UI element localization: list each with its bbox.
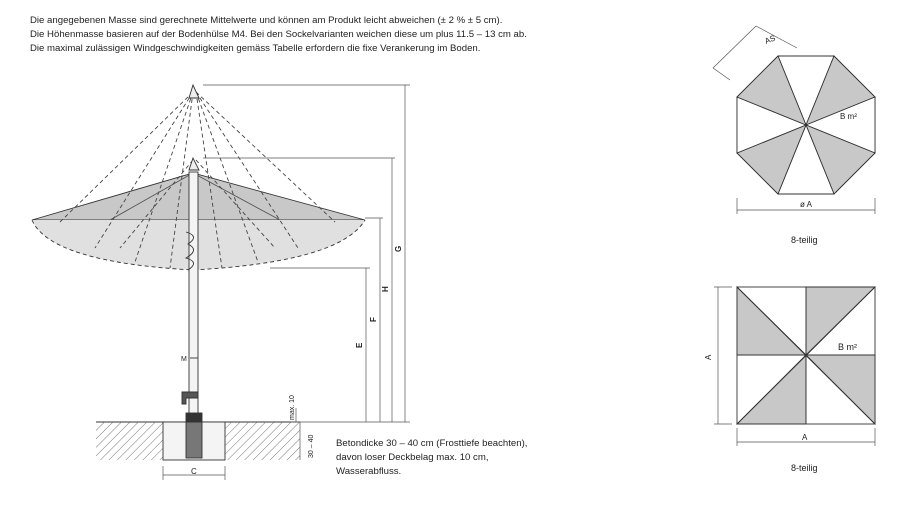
ground-sleeve [186, 422, 202, 458]
square-label-a-bottom: A [802, 433, 808, 442]
square-caption: 8-teilig [791, 463, 818, 473]
foundation-note-line: Betondicke 30 – 40 cm (Frosttiefe beachten), [336, 438, 528, 449]
note-line: Die maximal zulässigen Windgeschwindigkeiten gemäss Tabelle erfordern die fixe Verankerung im Boden. [30, 43, 481, 54]
square-label-a-side: A [704, 354, 713, 360]
foundation-note-line: Wasserabfluss. [336, 466, 402, 477]
square-top-view [737, 287, 875, 424]
octagon-top-view [737, 56, 875, 194]
umbrella-side-view [32, 85, 365, 460]
dim-label-deck: max. 10 [289, 395, 296, 420]
dim-label-depth: 30 – 40 [308, 434, 315, 458]
canopy-curve [32, 220, 365, 270]
square-label-b: B m² [838, 342, 857, 352]
note-line: Die Höhenmasse basieren auf der Bodenhülse M4. Bei den Sockelvarianten weichen diese um plus 11.5 – 13 cm ab. [30, 29, 527, 40]
finial-top [189, 85, 199, 98]
canopy-open [32, 173, 365, 220]
octagon-label-a: ø A [800, 200, 813, 209]
dim-label-f: F [369, 317, 378, 322]
dim-label-g: G [394, 245, 403, 252]
octagon-label-as: AS [763, 33, 777, 46]
note-line: Die angegebenen Masse sind gerechnete Mittelwerte und können am Produkt leicht abweichen (± 2 % ± 5 cm). [30, 15, 503, 26]
dim-label-m: M [181, 356, 187, 363]
finial-lower [189, 158, 199, 170]
octagon-panels [737, 56, 875, 194]
dim-label-c: C [191, 467, 197, 476]
octagon-caption: 8-teilig [791, 235, 818, 245]
dim-label-h: H [381, 286, 390, 292]
umbrella-pole [189, 172, 198, 430]
foundation-note-line: davon loser Deckbelag max. 10 cm, [336, 452, 489, 463]
foundation-note [336, 437, 527, 479]
dim-label-e: E [355, 342, 364, 348]
octagon-label-b: B m² [840, 112, 857, 121]
